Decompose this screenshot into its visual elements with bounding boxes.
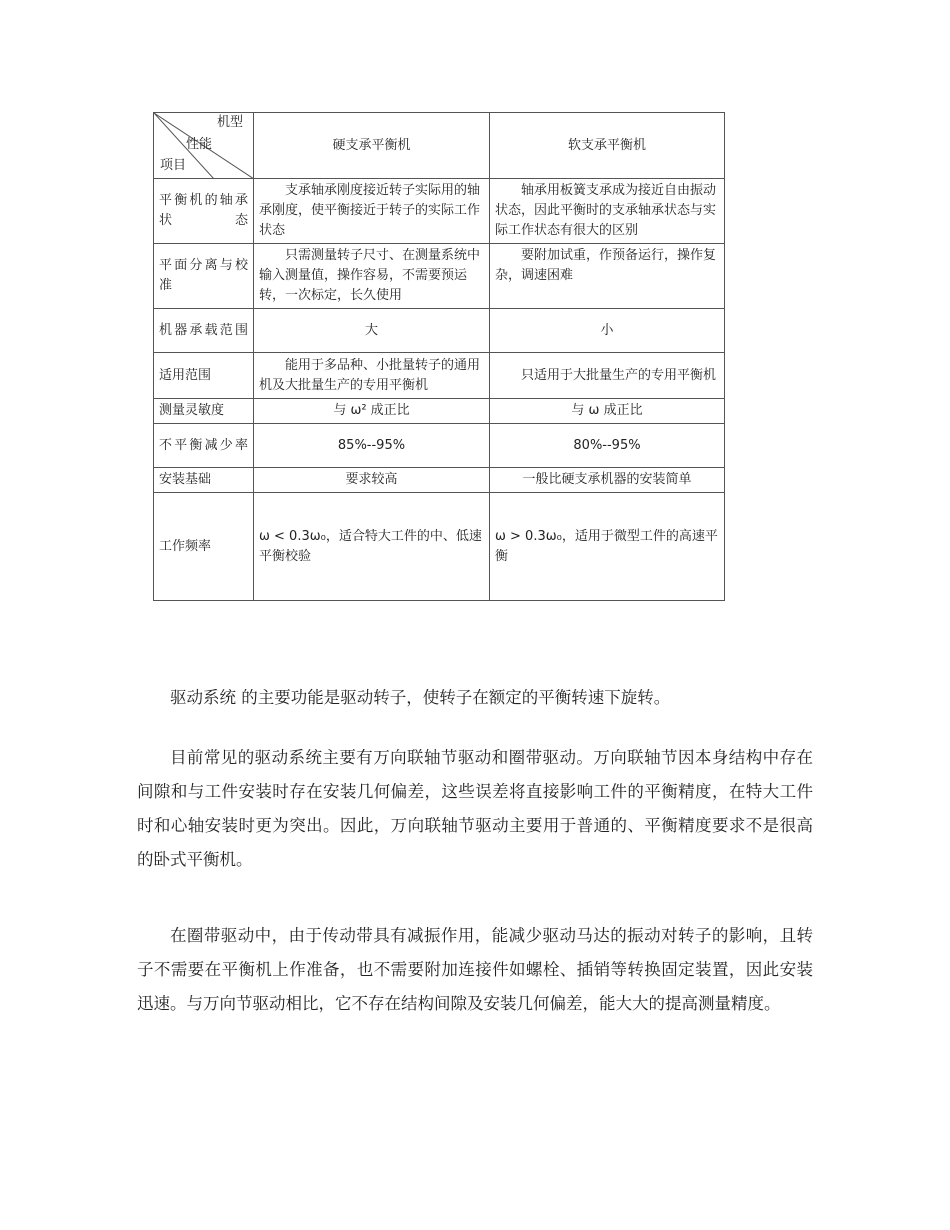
row-label: 工作频率 [154, 493, 254, 601]
corner-label-performance: 性能 [186, 137, 213, 152]
row-label: 适用范围 [154, 353, 254, 399]
cell-hard: 只需测量转子尺寸、在测量系统中输入测量值，操作容易，不需要预运转，一次标定，长久使用 [254, 244, 490, 309]
table-header-row [154, 113, 725, 179]
corner-label-item: 项目 [160, 158, 187, 173]
cell-soft: 与 ω 成正比 [490, 399, 725, 424]
row-label: 测量灵敏度 [154, 399, 254, 424]
header-corner-cell [154, 113, 254, 179]
table-row [154, 468, 725, 493]
cell-hard: 85%--95% [254, 424, 490, 468]
cell-soft: 小 [490, 309, 725, 353]
cell-hard: 要求较高 [254, 468, 490, 493]
comparison-table [153, 112, 725, 601]
table-row [154, 353, 725, 399]
row-label: 平衡机的轴承状态 [154, 179, 254, 244]
cell-soft: 要附加试重，作预备运行，操作复杂，调速困难 [490, 244, 725, 309]
cell-soft: ω > 0.3ω₀，适用于微型工件的高速平衡 [490, 493, 725, 601]
cell-soft: 轴承用板簧支承成为接近自由振动状态，因此平衡时的支承轴承状态与实际工作状态有很大的区别 [490, 179, 725, 244]
cell-hard: 能用于多品种、小批量转子的通用机及大批量生产的专用平衡机 [254, 353, 490, 399]
corner-label-model: 机型 [216, 115, 243, 130]
cell-hard: 与 ω² 成正比 [254, 399, 490, 424]
table-row [154, 179, 725, 244]
row-label: 平面分离与校准 [154, 244, 254, 309]
table-row [154, 309, 725, 353]
paragraph-belt-drive: 在圈带驱动中，由于传动带具有减振作用，能减少驱动马达的振动对转子的影响，且转子不需要在平衡机上作准备，也不需要附加连接件如螺栓、插销等转换固定装置，因此安装迅速。与万向节驱动相比，它不存在结构间隙及安装几何偏差，能大大的提高测量精度。 [137, 926, 813, 1013]
paragraph-drive-system: 驱动系统 的主要功能是驱动转子，使转子在额定的平衡转速下旋转。 [170, 688, 671, 707]
cell-hard: 大 [254, 309, 490, 353]
header-hard-support: 硬支承平衡机 [254, 113, 490, 179]
row-label: 不平衡减少率 [154, 424, 254, 468]
table-row [154, 493, 725, 601]
cell-hard: ω < 0.3ω₀，适合特大工件的中、低速平衡校验 [254, 493, 490, 601]
cell-hard: 支承轴承刚度接近转子实际用的轴承刚度，使平衡接近于转子的实际工作状态 [254, 179, 490, 244]
paragraph-universal-joint: 目前常见的驱动系统主要有万向联轴节驱动和圈带驱动。万向联轴节因本身结构中存在间隙和与工件安装时存在安装几何偏差，这些误差将直接影响工件的平衡精度，在特大工件时和心轴安装时更为突出。因此，万向联轴节驱动主要用于普通的、平衡精度要求不是很高的卧式平衡机。 [137, 748, 813, 869]
table-row [154, 424, 725, 468]
table-row [154, 399, 725, 424]
cell-soft: 一般比硬支承机器的安装简单 [490, 468, 725, 493]
header-soft-support: 软支承平衡机 [490, 113, 725, 179]
table-row [154, 244, 725, 309]
cell-soft: 只适用于大批量生产的专用平衡机 [490, 353, 725, 399]
row-label: 机器承载范围 [154, 309, 254, 353]
cell-soft: 80%--95% [490, 424, 725, 468]
row-label: 安装基础 [154, 468, 254, 493]
